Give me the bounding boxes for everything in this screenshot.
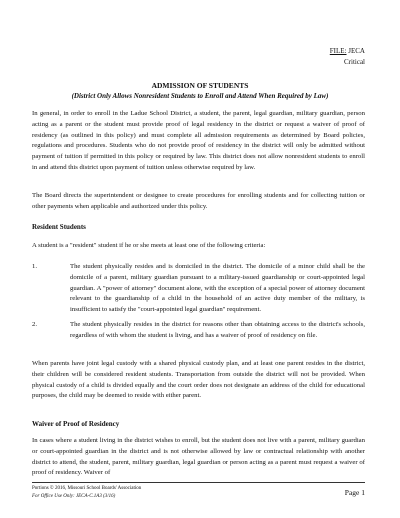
criteria-text: The student physically resides and is domiciled in the district. The domicile of a minor child shall be the domicile of a parent, military guardian pursuant to a military-issued guardianship or court-appointed legal guardian. A "power of attorney" document alone, with the exception of a special power of attorney document relevant to the guardianship of a child in the household of an active duty member of the military, is insufficient to satisfy the "court-appointed legal guardian" requirement. [70, 263, 365, 314]
heading-resident-students: Resident Students [32, 223, 86, 231]
footer-divider [32, 482, 365, 483]
waiver-paragraph: In cases where a student living in the district wishes to enroll, but the student does not live with a parent, military guardian or court-appointed guardian in the district and is not otherwise allowed by law or contractual relationship with another district to attend, the student, parent, military guardian, legal guardian or person acting as a parent must request a waiver of proof of residency. Waiver of [32, 437, 365, 477]
heading-waiver: Waiver of Proof of Residency [32, 420, 120, 428]
criteria-item-2 [32, 320, 365, 342]
criteria-item-1 [32, 262, 365, 316]
policy-status: Critical [344, 58, 365, 66]
file-reference [330, 46, 365, 68]
copyright-notice: Portions © 2016, Missouri School Boards' Association [32, 486, 142, 491]
joint-custody-paragraph: When parents have joint legal custody with a shared physical custody plan, and at least one parent resides in the district, their children will be considered resident students. Transportation from outside the district will not be provided. When physical custody of a child is divided equally and the court order does not designate an address of the child for educational purposes, the child may be deemed to reside with either parent. [32, 360, 365, 400]
file-code: JECA [348, 47, 365, 55]
page-footer [32, 482, 365, 501]
resident-criteria-intro: A student is a "resident" student if he or she meets at least one of the following criteria: [32, 242, 266, 249]
criteria-text: The student physically resides in the district for reasons other than obtaining access to the district's schools, regardless of with whom the student is living, and has a waiver of proof of residency on file. [70, 321, 365, 339]
document-subtitle: (District Only Allows Nonresident Students to Enroll and Attend When Required by Law) [71, 92, 329, 100]
office-use-note: For Office Use Only: JECA-C.1A3 (3/16) [32, 494, 116, 499]
document-title: ADMISSION OF STUDENTS [151, 81, 249, 90]
page-number: Page 1 [344, 488, 365, 497]
criteria-number: 2. [32, 321, 38, 328]
intro-paragraph: In general, in order to enroll in the Ladue School District, a student, the parent, legal guardian, military guardian, person acting as a parent or the student must provide proof of legal residency in the district or request a waiver of proof of residency (as outlined in this policy) and must complete all admission requirements as determined by Board policies, regulations and procedures. Students who do not provide proof of residency in the district will only be admitted without payment of tuition if permitted in this policy or required by law. This district does not allow nonresident students to enroll in and attend this district upon payment of tuition unless otherwise required by law. [32, 110, 365, 171]
file-code-line [330, 46, 365, 57]
criteria-number: 1. [32, 263, 38, 270]
file-label: FILE: [329, 47, 347, 55]
board-paragraph: The Board directs the superintendent or designee to create procedures for enrolling students and for collecting tuition or other payments when applicable and authorized under this policy. [32, 192, 365, 210]
